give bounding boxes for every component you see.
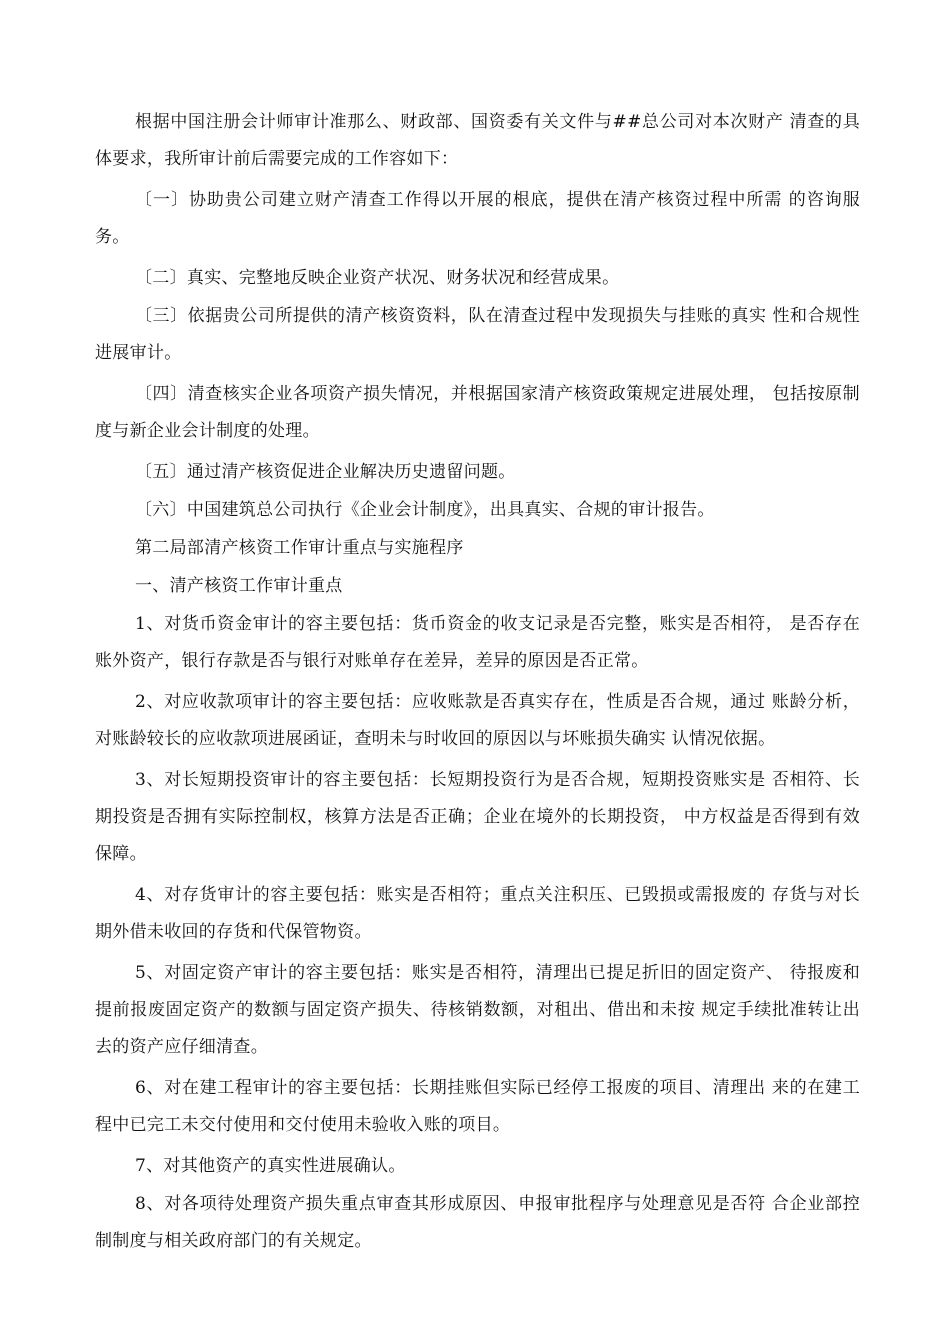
paragraph-point-5: 5、对固定资产审计的容主要包括：账实是否相符，清理出已提足折旧的固定资产、 待报废和提前报废固定资产的数额与固定资产损失、待核销数额，对租出、借出和未按 规定手续批准转让出去的资产应仔细清查。 <box>95 963 860 1057</box>
paragraph-point-8: 8、对各项待处理资产损失重点审查其形成原因、申报审批程序与处理意见是否符 合企业部控制制度与相关政府部门的有关规定。 <box>95 1194 860 1251</box>
subsection-heading: 一、清产核资工作审计重点 <box>135 576 343 596</box>
paragraph-item-1: 〔一〕协助贵公司建立财产清查工作得以开展的根底，提供在清产核资过程中所需 的咨询服务。 <box>95 190 860 247</box>
paragraph-point-3: 3、对长短期投资审计的容主要包括：长短期投资行为是否合规，短期投资账实是 否相符、长期投资是否拥有实际控制权，核算方法是否正确；企业在境外的长期投资， 中方权益是否得到有效保障。 <box>95 770 860 864</box>
paragraph-point-1: 1、对货币资金审计的容主要包括：货币资金的收支记录是否完整，账实是否相符， 是否存在账外资产，银行存款是否与银行对账单存在差异，差异的原因是否正常。 <box>95 614 860 671</box>
paragraph-item-2: 〔二〕真实、完整地反映企业资产状况、财务状况和经营成果。 <box>135 268 620 288</box>
paragraph-point-7: 7、对其他资产的真实性进展确认。 <box>135 1156 406 1176</box>
section-heading: 第二局部清产核资工作审计重点与实施程序 <box>135 538 464 558</box>
paragraph-point-6: 6、对在建工程审计的容主要包括：长期挂账但实际已经停工报废的项目、清理出 来的在建工程中已完工未交付使用和交付使用未验收入账的项目。 <box>95 1078 860 1135</box>
paragraph-point-4: 4、对存货审计的容主要包括：账实是否相符；重点关注积压、已毁损或需报废的 存货与对长期外借未收回的存货和代保管物资。 <box>95 885 860 942</box>
paragraph-item-5: 〔五〕通过清产核资促进企业解决历史遗留问题。 <box>135 462 516 482</box>
paragraph-item-6: 〔六〕中国建筑总公司执行《企业会计制度》，出具真实、合规的审计报告。 <box>135 500 715 520</box>
paragraph-item-3: 〔三〕依据贵公司所提供的清产核资资料，队在清查过程中发现损失与挂账的真实 性和合规性进展审计。 <box>95 306 860 363</box>
paragraph-intro: 根据中国注册会计师审计准那么、财政部、国资委有关文件与##总公司对本次财产 清查的具体要求，我所审计前后需要完成的工作容如下： <box>95 112 860 169</box>
paragraph-point-2: 2、对应收款项审计的容主要包括：应收账款是否真实存在，性质是否合规，通过 账龄分析，对账龄较长的应收款项进展函证，查明未与时收回的原因以与坏账损失确实 认情况依据。 <box>95 692 860 749</box>
document-page <box>95 104 860 1261</box>
paragraph-item-4: 〔四〕清查核实企业各项资产损失情况，并根据国家清产核资政策规定进展处理， 包括按原制度与新企业会计制度的处理。 <box>95 384 860 441</box>
